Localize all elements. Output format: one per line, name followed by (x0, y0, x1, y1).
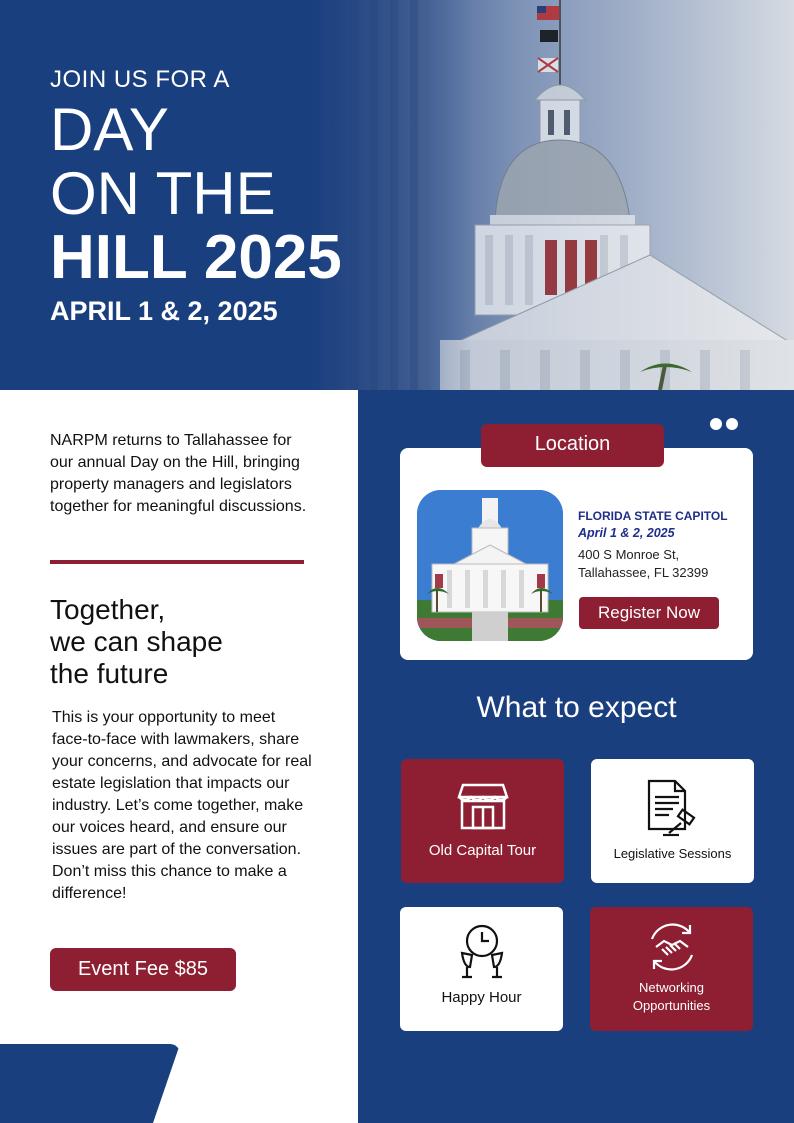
tile-legislative-sessions (591, 759, 754, 883)
section-divider (50, 560, 304, 564)
venue-dates: April 1 & 2, 2025 (578, 526, 675, 540)
location-tab: Location (481, 424, 664, 467)
tile-label: Legislative Sessions (613, 846, 732, 861)
address-line-2: Tallahassee, FL 32399 (578, 565, 709, 580)
tile-label-line-2: Opportunities (632, 998, 711, 1013)
hero-title-line-2: ON THE (50, 160, 276, 227)
capitol-thumbnail (417, 490, 563, 641)
capitol-photo (300, 0, 794, 390)
intro-text: NARPM returns to Tallahassee for our annual Day on the Hill, bringing property managers and legislators together for meaningful discussions. (50, 432, 307, 515)
clock-glasses-icon (456, 923, 508, 981)
tile-label (590, 979, 753, 1015)
hero-title-line-1: DAY (50, 96, 169, 163)
hero-dates: APRIL 1 & 2, 2025 (50, 296, 278, 326)
tile-label: Happy Hour (441, 989, 522, 1006)
storefront-icon (457, 781, 509, 831)
dot-icon (726, 418, 738, 430)
tile-networking (590, 907, 753, 1031)
venue-name: FLORIDA STATE CAPITOL (578, 509, 728, 523)
tagline-line-3: the future (50, 658, 169, 689)
decorative-dots (710, 418, 738, 430)
dot-icon (710, 418, 722, 430)
handshake-icon (644, 921, 700, 973)
hero-banner (0, 0, 794, 390)
document-gavel-icon (643, 779, 703, 837)
what-to-expect-heading: What to expect (476, 691, 677, 724)
hero-title-line-3: HILL 2025 (50, 223, 342, 292)
tagline-line-2: we can shape (50, 626, 223, 657)
address-line-1: 400 S Monroe St, (578, 547, 680, 562)
hero-eyebrow: JOIN US FOR A (50, 66, 230, 93)
body-text: This is your opportunity to meet face-to-face with lawmakers, share your concerns, and advocate for real estate legislation that impacts our industry. Let’s come together, make our voices heard, and ensure our issues are part of the conversation. Don’t miss this chance to make a difference! (52, 709, 312, 902)
tile-label-line-1: Networking (638, 980, 705, 995)
capitol-building-image (417, 490, 563, 641)
register-now-button[interactable]: Register Now (579, 597, 719, 629)
hero-headline (50, 66, 342, 290)
venue-address (578, 546, 748, 582)
corner-decoration (0, 1044, 180, 1123)
tile-old-capital-tour (401, 759, 564, 883)
tile-label: Old Capital Tour (428, 842, 537, 859)
tagline (50, 594, 330, 690)
tagline-line-1: Together, (50, 594, 166, 625)
tile-happy-hour (400, 907, 563, 1031)
event-fee-badge: Event Fee $85 (50, 948, 236, 991)
location-info (578, 508, 748, 582)
